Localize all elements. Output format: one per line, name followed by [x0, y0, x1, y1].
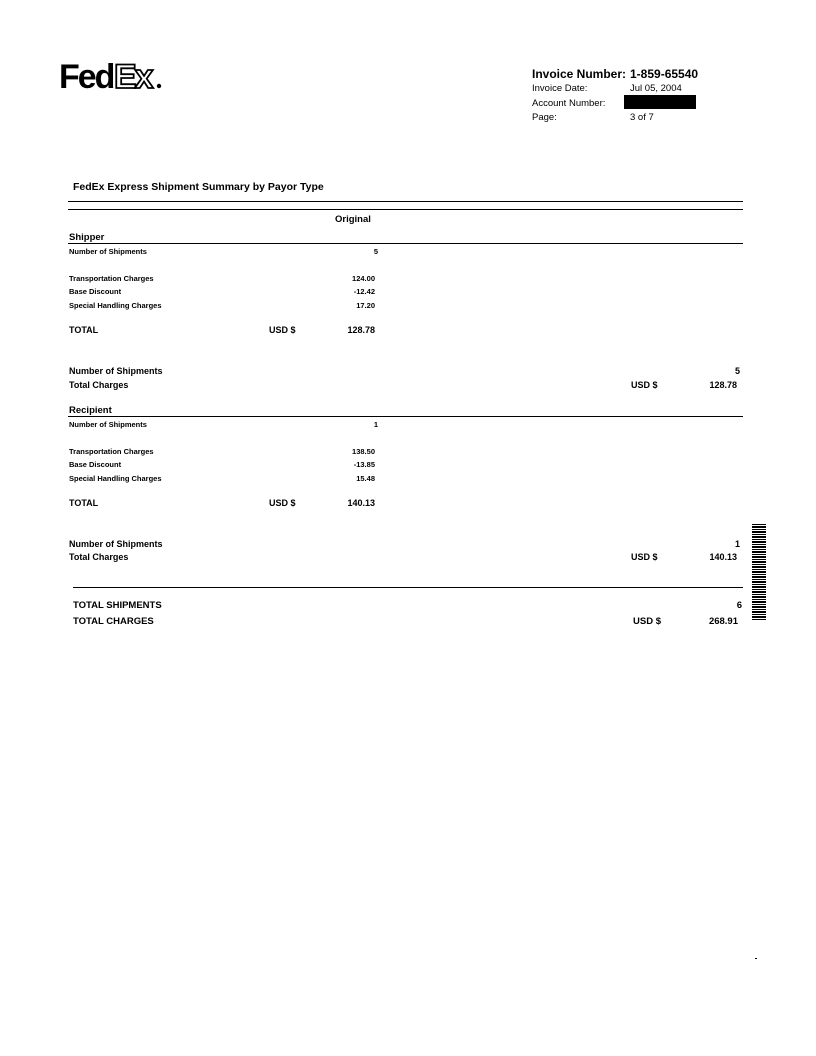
total-charges-currency: USD $ — [633, 616, 661, 627]
shipper-total-label: TOTAL — [69, 325, 99, 335]
shipper-discount-value: -12.42 — [353, 287, 375, 296]
divider — [73, 587, 743, 588]
barcode — [752, 524, 766, 620]
recipient-transport-value: 138.50 — [352, 447, 375, 456]
total-shipments-label: TOTAL SHIPMENTS — [73, 600, 162, 611]
shipper-heading: Shipper — [69, 232, 105, 243]
shipper-transport-value: 124.00 — [352, 274, 375, 283]
recipient-heading: Recipient — [69, 405, 112, 416]
page-mark — [755, 958, 757, 959]
shipper-special-value: 17.20 — [356, 301, 375, 310]
shipper-transport-label: Transportation Charges — [69, 274, 154, 283]
svg-text:Fed: Fed — [59, 58, 114, 94]
divider — [68, 243, 743, 244]
shipper-special-label: Special Handling Charges — [69, 301, 162, 310]
recipient-total-currency: USD $ — [269, 498, 296, 508]
shipper-discount-label: Base Discount — [69, 287, 122, 296]
account-number-redaction — [624, 95, 696, 109]
recipient-summary-shipments-label: Number of Shipments — [69, 539, 163, 549]
total-charges-label: TOTAL CHARGES — [73, 616, 154, 627]
shipper-summary-charges-label: Total Charges — [69, 380, 129, 390]
recipient-transport-label: Transportation Charges — [69, 447, 154, 456]
account-number-label: Account Number: — [532, 98, 606, 109]
page-label: Page: — [532, 112, 557, 123]
invoice-number-label: Invoice Number: — [532, 67, 627, 81]
recipient-summary-charges-label: Total Charges — [69, 552, 129, 562]
divider — [68, 416, 743, 417]
recipient-special-value: 15.48 — [356, 474, 375, 483]
shipper-shipments-value: 5 — [373, 247, 378, 256]
page-number: 3 of 7 — [630, 112, 654, 123]
recipient-total-value: 140.13 — [347, 498, 375, 508]
invoice-date-label: Invoice Date: — [532, 83, 588, 94]
invoice-number: 1-859-65540 — [630, 67, 699, 81]
page-title: FedEx Express Shipment Summary by Payor Type — [73, 181, 324, 193]
recipient-summary-currency: USD $ — [631, 552, 658, 562]
shipper-summary-shipments-label: Number of Shipments — [69, 366, 163, 376]
total-charges-value: 268.91 — [708, 616, 738, 627]
recipient-total-label: TOTAL — [69, 498, 99, 508]
shipper-summary-shipments-value: 5 — [734, 366, 740, 376]
shipper-total-currency: USD $ — [269, 325, 296, 335]
fedex-logo — [59, 58, 163, 94]
shipper-total-value: 128.78 — [347, 325, 375, 335]
column-header-original: Original — [335, 214, 371, 225]
recipient-shipments-value: 1 — [373, 420, 378, 429]
shipper-shipments-label: Number of Shipments — [69, 247, 147, 256]
total-shipments-value: 6 — [736, 600, 742, 611]
recipient-summary-shipments-value: 1 — [734, 539, 740, 549]
recipient-shipments-label: Number of Shipments — [69, 420, 147, 429]
recipient-summary-charges-value: 140.13 — [709, 552, 737, 562]
shipper-summary-currency: USD $ — [631, 380, 658, 390]
invoice-date: Jul 05, 2004 — [630, 83, 682, 94]
divider — [68, 201, 743, 202]
recipient-discount-label: Base Discount — [69, 460, 122, 469]
recipient-discount-value: -13.85 — [353, 460, 375, 469]
recipient-special-label: Special Handling Charges — [69, 474, 162, 483]
shipper-summary-charges-value: 128.78 — [709, 380, 737, 390]
svg-text:Ex: Ex — [114, 58, 152, 94]
divider — [68, 209, 743, 210]
